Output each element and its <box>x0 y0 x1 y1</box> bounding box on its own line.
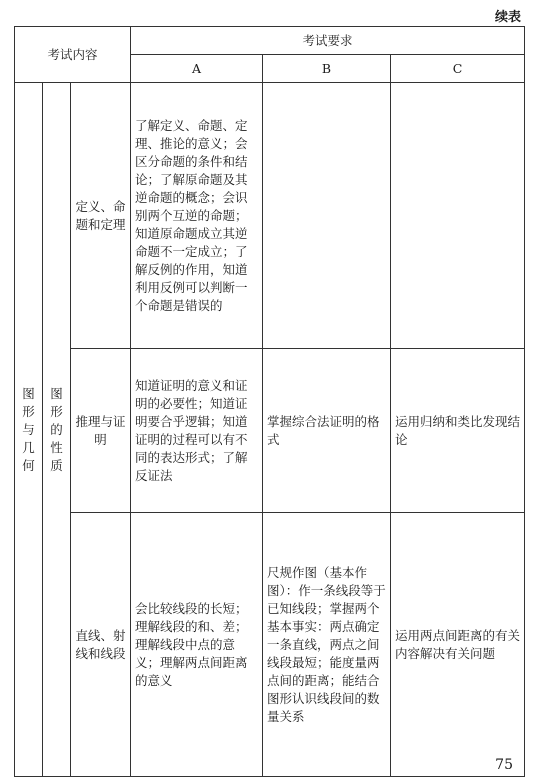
table-row <box>15 513 525 777</box>
req-b-cell: 掌握综合法证明的格式 <box>263 349 391 513</box>
topic-cell: 定义、命题和定理 <box>71 83 131 349</box>
exam-requirements-table <box>14 26 525 777</box>
category-level2: 图形的性质 <box>43 83 71 777</box>
req-c-cell: 运用归纳和类比发现结论 <box>391 349 525 513</box>
header-col-a: A <box>131 55 263 83</box>
topic-cell: 推理与证明 <box>71 349 131 513</box>
header-col-c: C <box>391 55 525 83</box>
table-row <box>15 83 525 349</box>
table-row <box>15 349 525 513</box>
req-c-cell: 运用两点间距离的有关内容解决有关问题 <box>391 513 525 777</box>
header-content: 考试内容 <box>15 27 131 83</box>
req-a-cell: 了解定义、命题、定理、推论的意义；会区分命题的条件和结论；了解原命题及其逆命题的概念；会识别两个互逆的命题；知道原命题成立其逆命题不一定成立；了解反例的作用，知道利用反例可以判断一个命题是错误的 <box>131 83 263 349</box>
category-level1: 图形与几何 <box>15 83 43 777</box>
req-b-cell: 尺规作图（基本作图）：作一条线段等于已知线段；掌握两个基本事实：两点确定一条直线，两点之间线段最短；能度量两点间的距离；能结合图形认识线段间的数量关系 <box>263 513 391 777</box>
header-requirements: 考试要求 <box>131 27 525 55</box>
page-number: 75 <box>495 757 513 773</box>
header-col-b: B <box>263 55 391 83</box>
req-c-cell <box>391 83 525 349</box>
continued-label: 续表 <box>494 10 521 25</box>
topic-cell: 直线、射线和线段 <box>71 513 131 777</box>
req-a-cell: 知道证明的意义和证明的必要性；知道证明要合乎逻辑；知道证明的过程可以有不同的表达形式；了解反证法 <box>131 349 263 513</box>
req-a-cell: 会比较线段的长短；理解线段的和、差；理解线段中点的意义；理解两点间距离的意义 <box>131 513 263 777</box>
req-b-cell <box>263 83 391 349</box>
